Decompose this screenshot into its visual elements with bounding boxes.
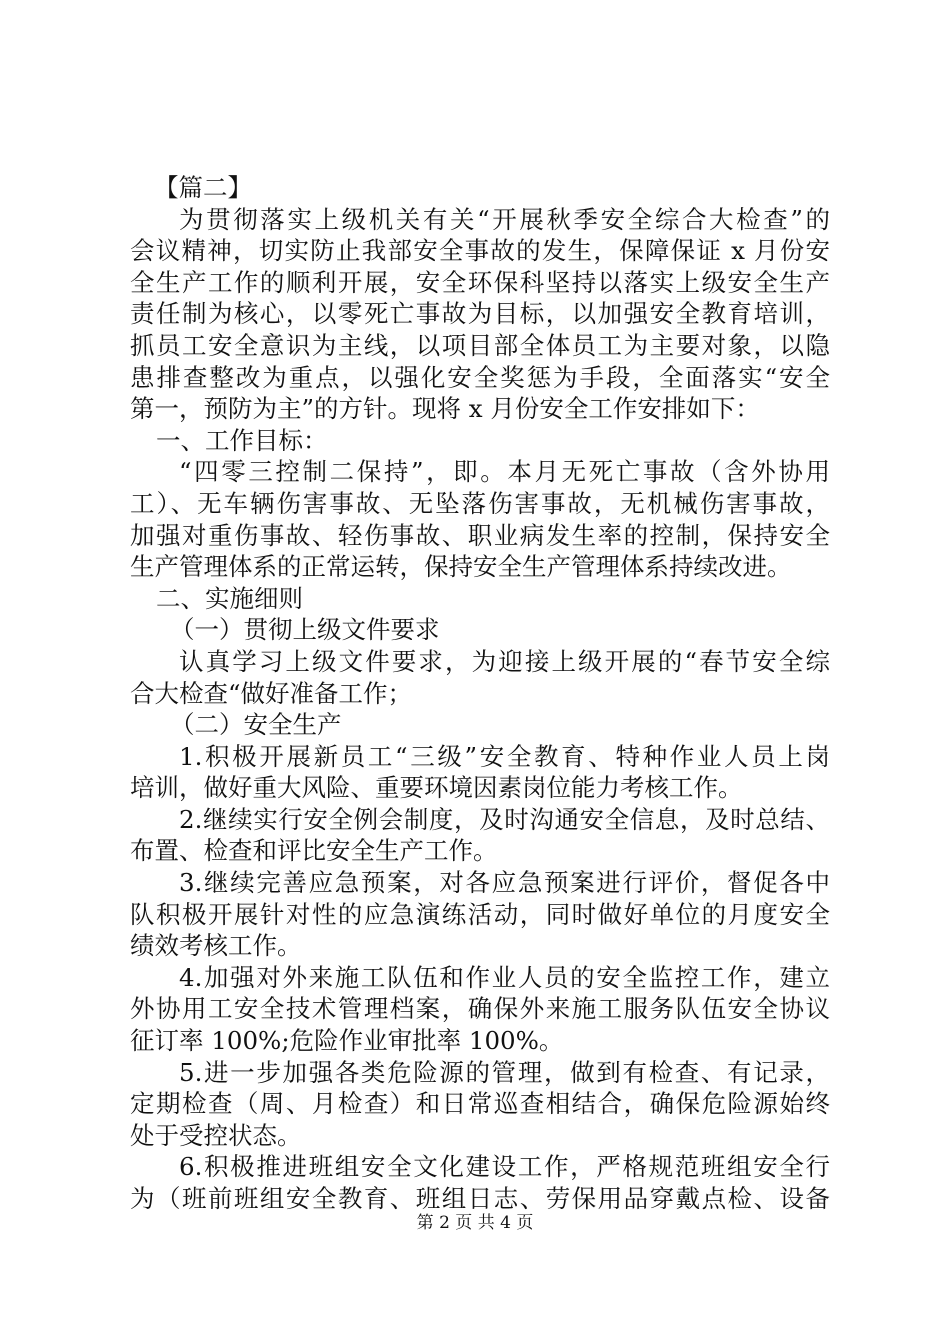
subheading: （一）贯彻上级文件要求 [170,615,440,645]
paragraph-line: 责任制为核心，以零死亡事故为目标，以加强安全教育培训， [130,299,830,329]
paragraph-line: 认真学习上级文件要求，为迎接上级开展的“春节安全综 [179,646,830,676]
list-item-line: 定期检查（周、月检查）和日常巡查相结合，确保危险源始终 [130,1089,830,1119]
subheading: （二）安全生产 [170,710,342,740]
paragraph-line: 全生产工作的顺利开展，安全环保科坚持以落实上级安全生产 [130,267,830,297]
list-item-line: 处于受控状态。 [130,1120,302,1150]
subheading: 二、实施细则 [156,583,303,613]
paragraph-line: 生产管理体系的正常运转，保持安全生产管理体系持续改进。 [130,552,792,582]
list-item-line: 布置、检查和评比安全生产工作。 [130,836,498,866]
list-item-line: 1.积极开展新员工“三级”安全教育、特种作业人员上岗 [179,741,830,771]
list-item-line: 4.加强对外来施工队伍和作业人员的安全监控工作，建立 [179,962,830,992]
section-heading: 【篇二】 [154,173,252,202]
page-footer: 第 2 页 共 4 页 [416,1213,534,1233]
document-body [130,172,830,1215]
list-item-line: 征订率 100%;危险作业审批率 100%。 [130,1026,564,1056]
list-item-line: 6.积极推进班组安全文化建设工作，严格规范班组安全行 [179,1152,830,1182]
paragraph-line: 为贯彻落实上级机关有关“开展秋季安全综合大检查”的 [179,204,830,234]
list-item-line: 2.继续实行安全例会制度，及时沟通安全信息，及时总结、 [179,804,830,834]
paragraph-line: 工）、无车辆伤害事故、无坠落伤害事故，无机械伤害事故， [130,488,830,518]
list-item-line: 5.进一步加强各类危险源的管理，做到有检查、有记录， [179,1057,830,1087]
list-item-line: 绩效考核工作。 [130,931,302,961]
paragraph-line: 加强对重伤事故、轻伤事故、职业病发生率的控制，保持安全 [130,520,830,550]
list-item-line: 外协用工安全技术管理档案，确保外来施工服务队伍安全协议 [130,994,830,1024]
subheading: 一、工作目标： [156,425,328,455]
list-item-line: 3.继续完善应急预案，对各应急预案进行评价，督促各中 [179,868,830,898]
paragraph-line: 会议精神，切实防止我部安全事故的发生，保障保证 x 月份安 [130,236,830,266]
paragraph-line: 合大检查“做好准备工作； [130,678,413,708]
paragraph-line: 患排查整改为重点，以强化安全奖惩为手段，全面落实“安全 [130,362,830,392]
paragraph-line: “四零三控制二保持”，即。本月无死亡事故（含外协用 [179,457,830,487]
list-item-line: 培训，做好重大风险、重要环境因素岗位能力考核工作。 [130,773,743,803]
list-item-line: 为（班前班组安全教育、班组日志、劳保用品穿戴点检、设备 [130,1184,830,1213]
paragraph-line: 第一，预防为主”的方针。现将 x 月份安全工作安排如下： [130,394,760,424]
list-item-line: 队积极开展针对性的应急演练活动，同时做好单位的月度安全 [130,899,830,929]
paragraph-line: 抓员工安全意识为主线，以项目部全体员工为主要对象，以隐 [130,330,830,360]
